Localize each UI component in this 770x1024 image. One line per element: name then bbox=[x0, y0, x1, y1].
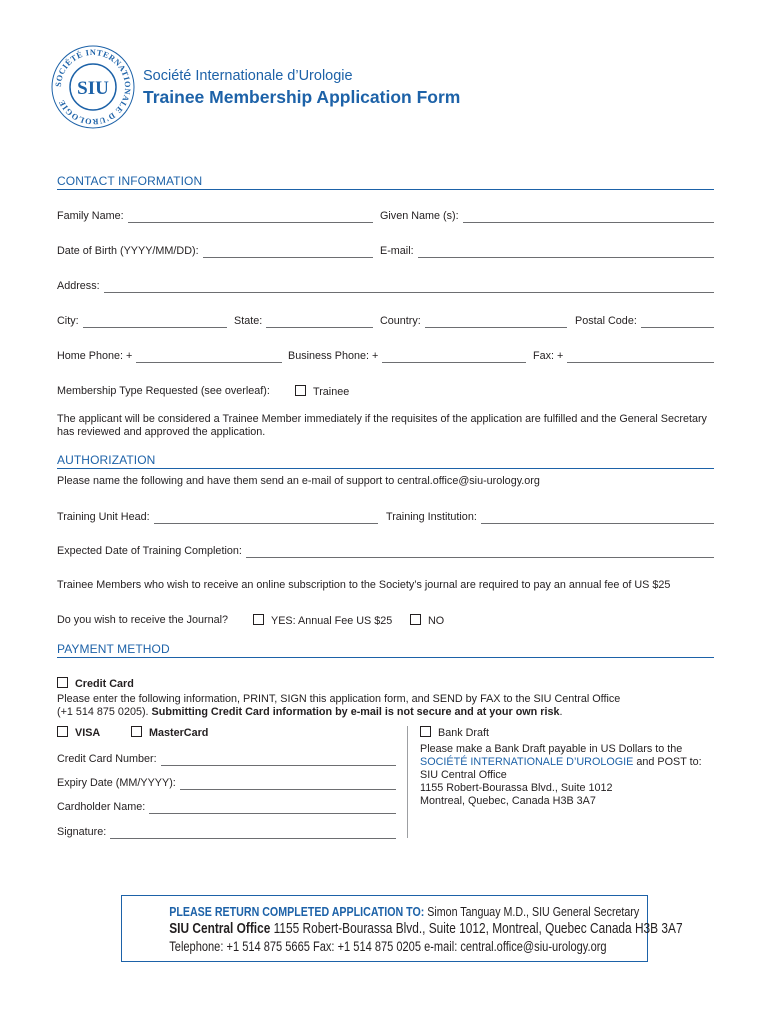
header bbox=[143, 68, 460, 108]
email-field[interactable]: E-mail: bbox=[380, 244, 714, 258]
completion-date-field[interactable]: Expected Date of Training Completion: bbox=[57, 544, 714, 558]
training-institution-field[interactable]: Training Institution: bbox=[386, 510, 714, 524]
return-contact: Telephone: +1 514 875 5665 Fax: +1 514 875 0205 e-mail: central.office@siu-urology.org bbox=[169, 939, 607, 954]
row-expiry bbox=[57, 776, 396, 790]
form-title: Trainee Membership Application Form bbox=[143, 87, 461, 107]
return-heading: PLEASE RETURN COMPLETED APPLICATION TO: Simon Tanguay M.D., SIU General Secretary bbox=[169, 904, 640, 919]
authorization-instruction: Please name the following and have them send an e-mail of support to central.office@siu-urology.org bbox=[57, 475, 540, 487]
dob-field[interactable]: Date of Birth (YYYY/MM/DD): bbox=[57, 244, 373, 258]
journal-no-option[interactable]: NO bbox=[410, 614, 444, 628]
row-address bbox=[57, 279, 714, 293]
security-warning: Submitting Credit Card information by e-mail is not secure and at your own risk bbox=[151, 706, 560, 718]
journal-note: Trainee Members who wish to receive an online subscription to the Society’s journal are required to pay an annual fee of US $25 bbox=[57, 579, 671, 591]
state-field[interactable]: State: bbox=[234, 314, 373, 328]
row-dob-email bbox=[57, 244, 714, 258]
row-completion bbox=[57, 544, 714, 558]
credit-card-checkbox[interactable] bbox=[57, 677, 68, 688]
approval-note: The applicant will be considered a Trainee Member immediately if the requisites of the application are fulfilled and the General Secretary has reviewed and approved the application. bbox=[57, 413, 707, 438]
row-signature bbox=[57, 825, 396, 839]
credit-card-option[interactable]: Credit Card bbox=[57, 677, 134, 691]
address-field[interactable]: Address: bbox=[57, 279, 714, 293]
payment-rule bbox=[57, 657, 714, 658]
row-training bbox=[57, 510, 714, 524]
row-phones bbox=[57, 349, 714, 363]
bank-line3: SIU Central Office bbox=[420, 769, 507, 781]
row-card-number bbox=[57, 752, 396, 766]
bank-line4: 1155 Robert-Bourassa Blvd., Suite 1012 bbox=[420, 782, 613, 794]
signature-field[interactable]: Signature: bbox=[57, 825, 396, 839]
fax-field[interactable]: Fax: + bbox=[533, 349, 714, 363]
bank-line1: Please make a Bank Draft payable in US Dollars to the bbox=[420, 743, 683, 755]
given-name-field[interactable]: Given Name (s): bbox=[380, 209, 714, 223]
svg-text:SIU: SIU bbox=[77, 78, 109, 99]
home-phone-field[interactable]: Home Phone: + bbox=[57, 349, 282, 363]
contact-section-title: CONTACT INFORMATION bbox=[57, 174, 203, 188]
mastercard-checkbox[interactable] bbox=[131, 726, 142, 737]
city-field[interactable]: City: bbox=[57, 314, 227, 328]
cardholder-name-field[interactable]: Cardholder Name: bbox=[57, 800, 396, 814]
row-names bbox=[57, 209, 714, 223]
journal-question: Do you wish to receive the Journal? bbox=[57, 614, 229, 626]
family-name-field[interactable]: Family Name: bbox=[57, 209, 373, 223]
card-number-field[interactable]: Credit Card Number: bbox=[57, 752, 396, 766]
payment-instruction-line1: Please enter the following information, PRINT, SIGN this application form, and SEND by FAX to the SIU Central Office bbox=[57, 693, 621, 705]
authorization-section-title: AUTHORIZATION bbox=[57, 453, 156, 467]
journal-yes-option[interactable]: YES: Annual Fee US $25 bbox=[253, 614, 392, 628]
payment-instruction-line2: (+1 514 875 0205). Submitting Credit Card information by e-mail is not secure and at your own risk. bbox=[57, 706, 563, 718]
mastercard-option[interactable]: MasterCard bbox=[131, 726, 208, 740]
training-unit-head-field[interactable]: Training Unit Head: bbox=[57, 510, 378, 524]
expiry-date-field[interactable]: Expiry Date (MM/YYYY): bbox=[57, 776, 396, 790]
bank-draft-option[interactable]: Bank Draft bbox=[420, 726, 489, 740]
row-cardholder bbox=[57, 800, 396, 814]
bank-line5: Montreal, Quebec, Canada H3B 3A7 bbox=[420, 795, 596, 807]
bank-draft-checkbox[interactable] bbox=[420, 726, 431, 737]
postal-code-field[interactable]: Postal Code: bbox=[575, 314, 714, 328]
authorization-rule bbox=[57, 468, 714, 469]
bank-line2: SOCIÉTÉ INTERNATIONALE D’UROLOGIE and POST to: bbox=[420, 756, 702, 768]
contact-rule bbox=[57, 189, 714, 190]
payment-section-title: PAYMENT METHOD bbox=[57, 642, 170, 656]
country-field[interactable]: Country: bbox=[380, 314, 567, 328]
return-office: SIU Central Office 1155 Robert-Bourassa Blvd., Suite 1012, Montreal, Quebec Canada H3B 3A7 bbox=[169, 921, 683, 937]
trainee-checkbox[interactable] bbox=[295, 385, 306, 396]
business-phone-field[interactable]: Business Phone: + bbox=[288, 349, 526, 363]
visa-option[interactable]: VISA bbox=[57, 726, 100, 740]
journal-yes-checkbox[interactable] bbox=[253, 614, 264, 625]
payment-divider bbox=[407, 726, 408, 838]
journal-no-checkbox[interactable] bbox=[410, 614, 421, 625]
return-address-box bbox=[121, 895, 683, 962]
payee-name: SOCIÉTÉ INTERNATIONALE D’UROLOGIE bbox=[420, 756, 634, 768]
org-name: Société Internationale d’Urologie bbox=[143, 68, 353, 84]
row-location bbox=[57, 314, 714, 328]
trainee-option[interactable]: Trainee bbox=[295, 385, 349, 399]
visa-checkbox[interactable] bbox=[57, 726, 68, 737]
membership-type-label: Membership Type Requested (see overleaf): bbox=[57, 385, 270, 397]
svg-text:SOCIÉTÉ INTERNATIONALE D'UROLO: SOCIÉTÉ INTERNATIONALE D'UROLOGIE bbox=[53, 47, 133, 127]
siu-logo bbox=[50, 44, 136, 130]
